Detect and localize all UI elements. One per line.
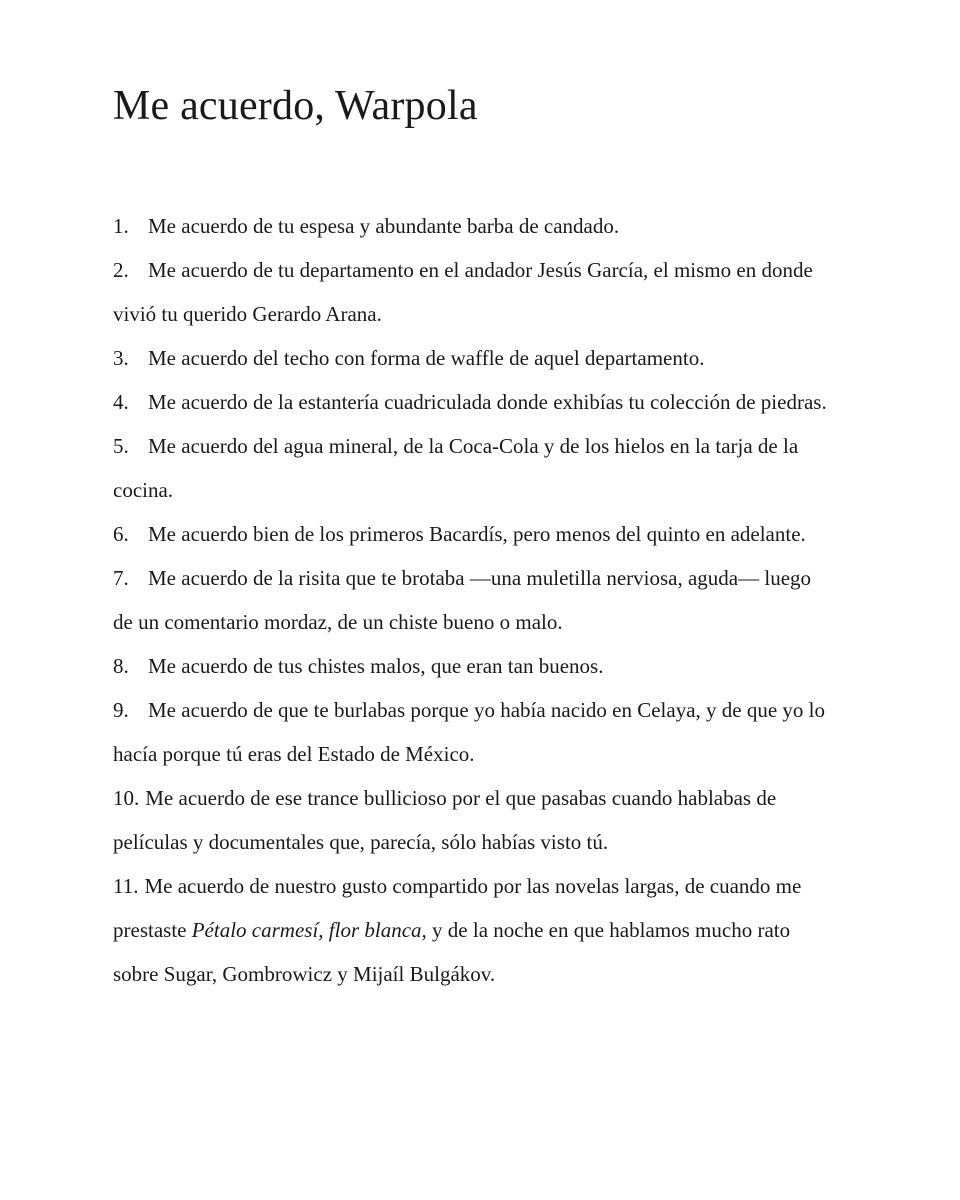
item-text: Me acuerdo de tu departamento en el andador Jesús García, el mismo en donde vivió tu querido Gerardo Arana. [113,258,813,326]
item-text-before: Me acuerdo de nuestro gusto compartido por las novelas largas, de cuando me prestaste [113,874,802,942]
list-item [113,336,833,380]
item-text: Me acuerdo de tus chistes malos, que eran tan buenos. [148,654,604,678]
item-number: 7. [113,566,129,590]
item-text: Me acuerdo de que te burlabas porque yo había nacido en Celaya, y de que yo lo hacía porque tú eras del Estado de México. [113,698,826,766]
item-text: Me acuerdo de la risita que te brotaba —una muletilla nerviosa, aguda— luego de un comentario mordaz, de un chiste bueno o malo. [113,566,812,634]
book-title: Pétalo carmesí, flor blanca, [191,918,427,942]
list-item [113,688,833,776]
list-item [113,248,833,336]
item-text: Me acuerdo del techo con forma de waffle de aquel departamento. [148,346,705,370]
item-number: 3. [113,346,129,370]
item-number: 5. [113,434,129,458]
item-number: 10. [113,786,140,810]
list-item [113,512,833,556]
item-text: Me acuerdo del agua mineral, de la Coca-Cola y de los hielos en la tarja de la cocina. [113,434,799,502]
item-number: 6. [113,522,129,546]
item-text: Me acuerdo bien de los primeros Bacardís, pero menos del quinto en adelante. [148,522,806,546]
item-text: Me acuerdo de ese trance bullicioso por el que pasabas cuando hablabas de películas y documentales que, parecía, sólo habías visto tú. [113,786,777,854]
list-item [113,204,833,248]
item-number: 9. [113,698,129,722]
list-item [113,556,833,644]
item-text: Me acuerdo de tu espesa y abundante barba de candado. [148,214,620,238]
document-page [113,82,833,996]
list-item [113,864,833,996]
item-number: 4. [113,390,129,414]
page-title: Me acuerdo, Warpola [113,83,478,129]
item-number: 11. [113,874,139,898]
item-number: 1. [113,214,129,238]
item-number: 2. [113,258,129,282]
item-text: Me acuerdo de la estantería cuadriculada donde exhibías tu colección de piedras. [148,390,827,414]
list-item [113,776,833,864]
memory-list [113,204,833,996]
list-item [113,424,833,512]
list-item [113,644,833,688]
list-item [113,380,833,424]
item-text-after: y de la noche en que hablamos mucho rato sobre Sugar, Gombrowicz y Mijaíl Bulgákov. [113,918,791,986]
item-number: 8. [113,654,129,678]
